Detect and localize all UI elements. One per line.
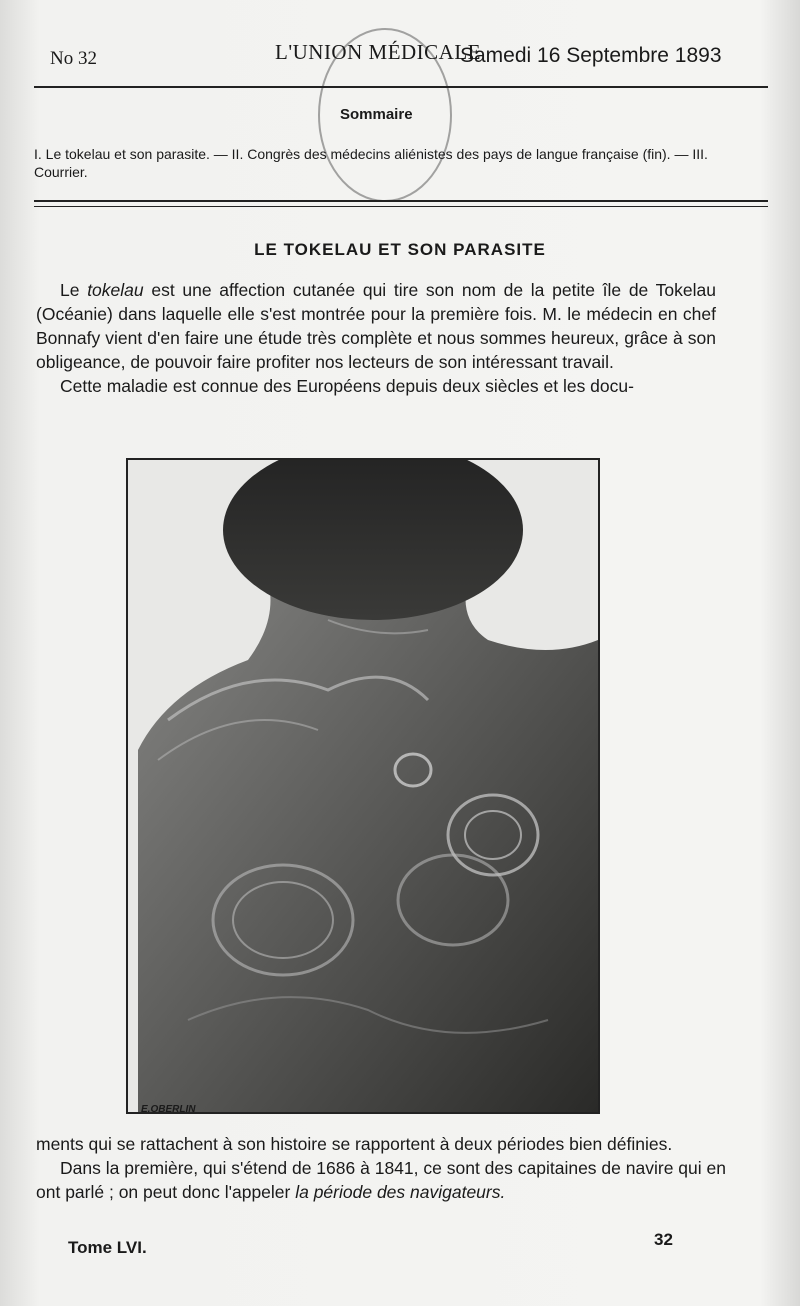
paragraph-1: Le tokelau est une affection cutanée qui tire son nom de la petite île de Tokelau (Océanie) dans laquelle elle s'est montrée pour la première fois. M. le médecin en chef Bonnafy vient d'en faire une étude très complète et nous sommes heureux, grâce à son obligeance, de pouvoir faire profiter nos lecteurs de son intéressant travail. (36, 280, 717, 372)
page-header (50, 38, 750, 78)
page-number: 32 (654, 1230, 673, 1249)
article-body-top (36, 278, 716, 398)
article-title: LE TOKELAU ET SON PARASITE (254, 240, 546, 259)
volume-label: Tome LVI. (68, 1238, 147, 1257)
article-body-bottom (36, 1132, 726, 1204)
sommaire-text: I. Le tokelau et son parasite. — II. Congrès des médecins aliénistes des pays de langue française (fin). — III. Courrier. (34, 146, 708, 180)
paragraph-3: ments qui se rattachent à son histoire se rapportent à deux périodes bien définies. (36, 1134, 673, 1154)
paragraph-4: Dans la première, qui s'étend de 1686 à 1841, ce sont des capitaines de navire qui en ont parlé ; on peut donc l'appeler la période des navigateurs. (36, 1158, 726, 1202)
engraving-svg (128, 460, 598, 1112)
sommaire-rule-bottom (34, 206, 768, 207)
journal-title: L'UNION MÉDICALE (275, 40, 482, 64)
sommaire-heading: Sommaire (340, 106, 413, 123)
issue-number: No 32 (50, 48, 97, 69)
header-rule (34, 86, 768, 88)
paragraph-2: Cette maladie est connue des Européens depuis deux siècles et les docu- (60, 376, 634, 396)
engraver-credit: E.OBERLIN (141, 1104, 196, 1115)
sommaire-rule-top (34, 200, 768, 202)
issue-date: Samedi 16 Septembre 1893 (460, 44, 722, 67)
patient-back-illustration (126, 458, 600, 1114)
